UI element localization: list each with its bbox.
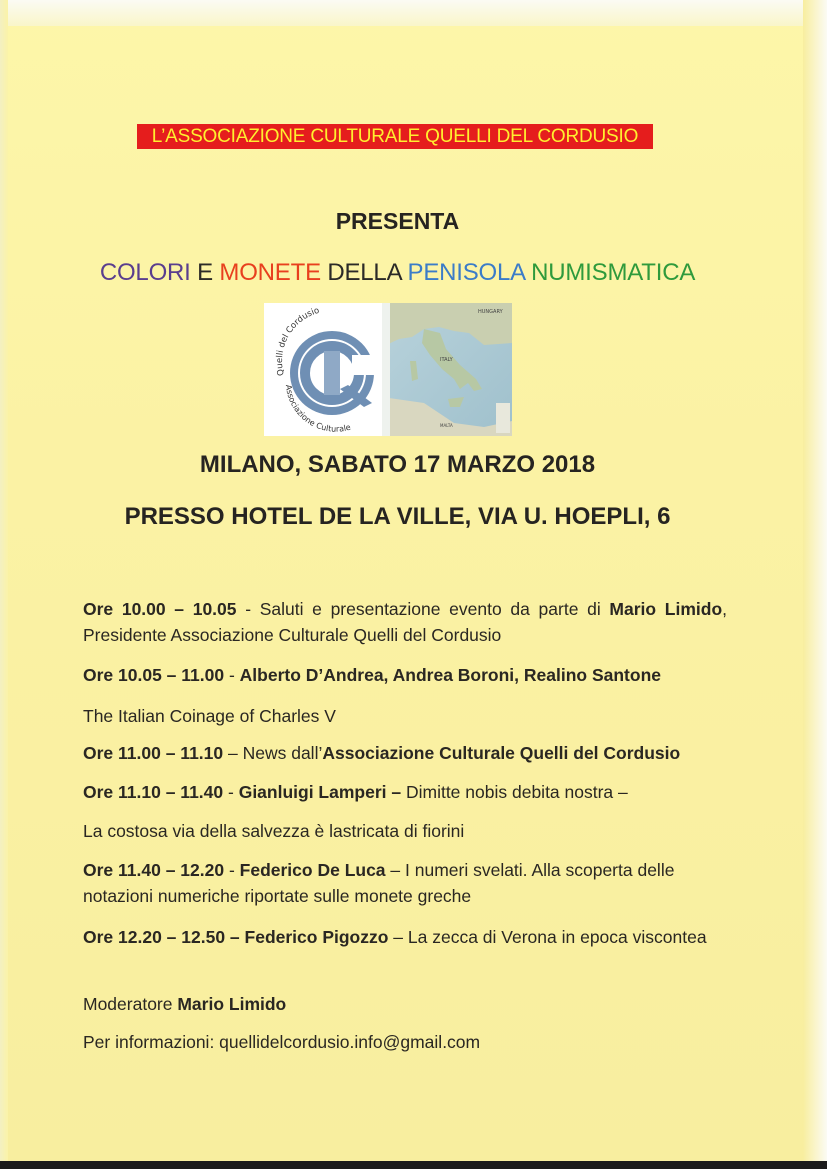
item3-organization: Associazione Culturale Quelli del Cordusio xyxy=(322,743,681,763)
association-banner: L’ASSOCIAZIONE CULTURALE QUELLI DEL CORDUSIO xyxy=(137,124,653,149)
item5-speaker: Federico De Luca xyxy=(239,860,386,880)
event-title xyxy=(0,259,795,287)
logo-svg xyxy=(264,303,512,436)
item3-time: Ore 11.00 – 11.10 xyxy=(83,743,224,763)
title-word-colori: COLORI xyxy=(99,259,191,286)
title-word-della: DELLA xyxy=(320,259,408,286)
program-item-4-title-cont: La costosa via della salvezza è lastricata di fiorini xyxy=(83,821,465,841)
program-item-1: Ore 10.00 – 10.05 - Saluti e presentazione evento da parte di Mario Limido, Presidente Associazione Culturale Quelli del Cordusio xyxy=(83,599,728,645)
info-line: Per informazioni: quellidelcordusio.info@gmail.com xyxy=(83,1032,481,1052)
item4-time: Ore 11.10 – 11.40 xyxy=(83,782,224,802)
presenta-heading: PRESENTA xyxy=(335,208,460,234)
italy-map xyxy=(382,303,512,436)
program-item-2: Ore 10.05 – 11.00 - Alberto D’Andrea, Andrea Boroni, Realino Santone xyxy=(83,665,661,685)
item5-time: Ore 11.40 – 12.20 xyxy=(83,860,225,880)
item2-time: Ore 10.05 – 11.00 xyxy=(83,665,225,685)
logo-and-map-image xyxy=(264,303,512,436)
item6-speaker: Federico Pigozzo xyxy=(239,927,389,947)
title-word-monete: MONETE xyxy=(219,259,321,286)
title-word-e: E xyxy=(190,259,220,286)
contact-email: quellidelcordusio.info@gmail.com xyxy=(219,1032,481,1052)
emblem-q-bar xyxy=(324,351,340,395)
map-label-italy: ITALY xyxy=(440,357,453,363)
map-label-malta: MALTA xyxy=(440,423,453,428)
page-edge-left xyxy=(0,0,8,1169)
program-item-3: Ore 11.00 – 11.10 – News dall’Associazione Culturale Quelli del Cordusio xyxy=(83,743,681,763)
map-legend xyxy=(496,403,510,433)
item1-speaker-last: Limido xyxy=(664,599,723,619)
map-label-hungary: HUNGARY xyxy=(478,309,503,315)
item6-time: Ore 12.20 – 12.50 – xyxy=(83,927,240,947)
program-item-6: Ore 12.20 – 12.50 – Federico Pigozzo – La zecca di Verona in epoca viscontea xyxy=(83,927,707,947)
item1-speaker-first: Mario xyxy=(609,599,657,619)
item2-speakers: Alberto D’Andrea, Andrea Boroni, Realino Santone xyxy=(239,665,661,685)
emblem-ring-text-top: Quelli del Cordusio xyxy=(274,305,321,377)
association-emblem xyxy=(275,306,374,434)
event-venue: PRESSO HOTEL DE LA VILLE, VIA U. HOEPLI, 6 xyxy=(124,503,671,530)
program-item-2-title: The Italian Coinage of Charles V xyxy=(83,706,336,726)
program-item-4: Ore 11.10 – 11.40 - Gianluigi Lamperi – Dimitte nobis debita nostra – xyxy=(83,782,628,802)
item1-time: Ore 10.00 – 10.05 xyxy=(83,599,237,619)
item4-speaker: Gianluigi Lamperi – xyxy=(238,782,402,802)
title-word-penisola: PENISOLA xyxy=(407,259,525,286)
emblem-ring-text-bottom: Associazione Culturale xyxy=(283,384,352,434)
moderator-line: Moderatore Mario Limido xyxy=(83,994,287,1014)
page-edge-top xyxy=(0,0,827,26)
program-item-5: Ore 11.40 – 12.20 - Federico De Luca – I numeri svelati. Alla scoperta delle notazioni numeriche riportate sulle monete greche xyxy=(83,860,675,906)
page-edge-bottom xyxy=(0,1161,827,1169)
moderator-name: Mario Limido xyxy=(177,994,287,1014)
event-date: MILANO, SABATO 17 MARZO 2018 xyxy=(199,451,596,478)
page-edge-right xyxy=(803,0,827,1169)
title-word-numismatica: NUMISMATICA xyxy=(524,259,696,286)
